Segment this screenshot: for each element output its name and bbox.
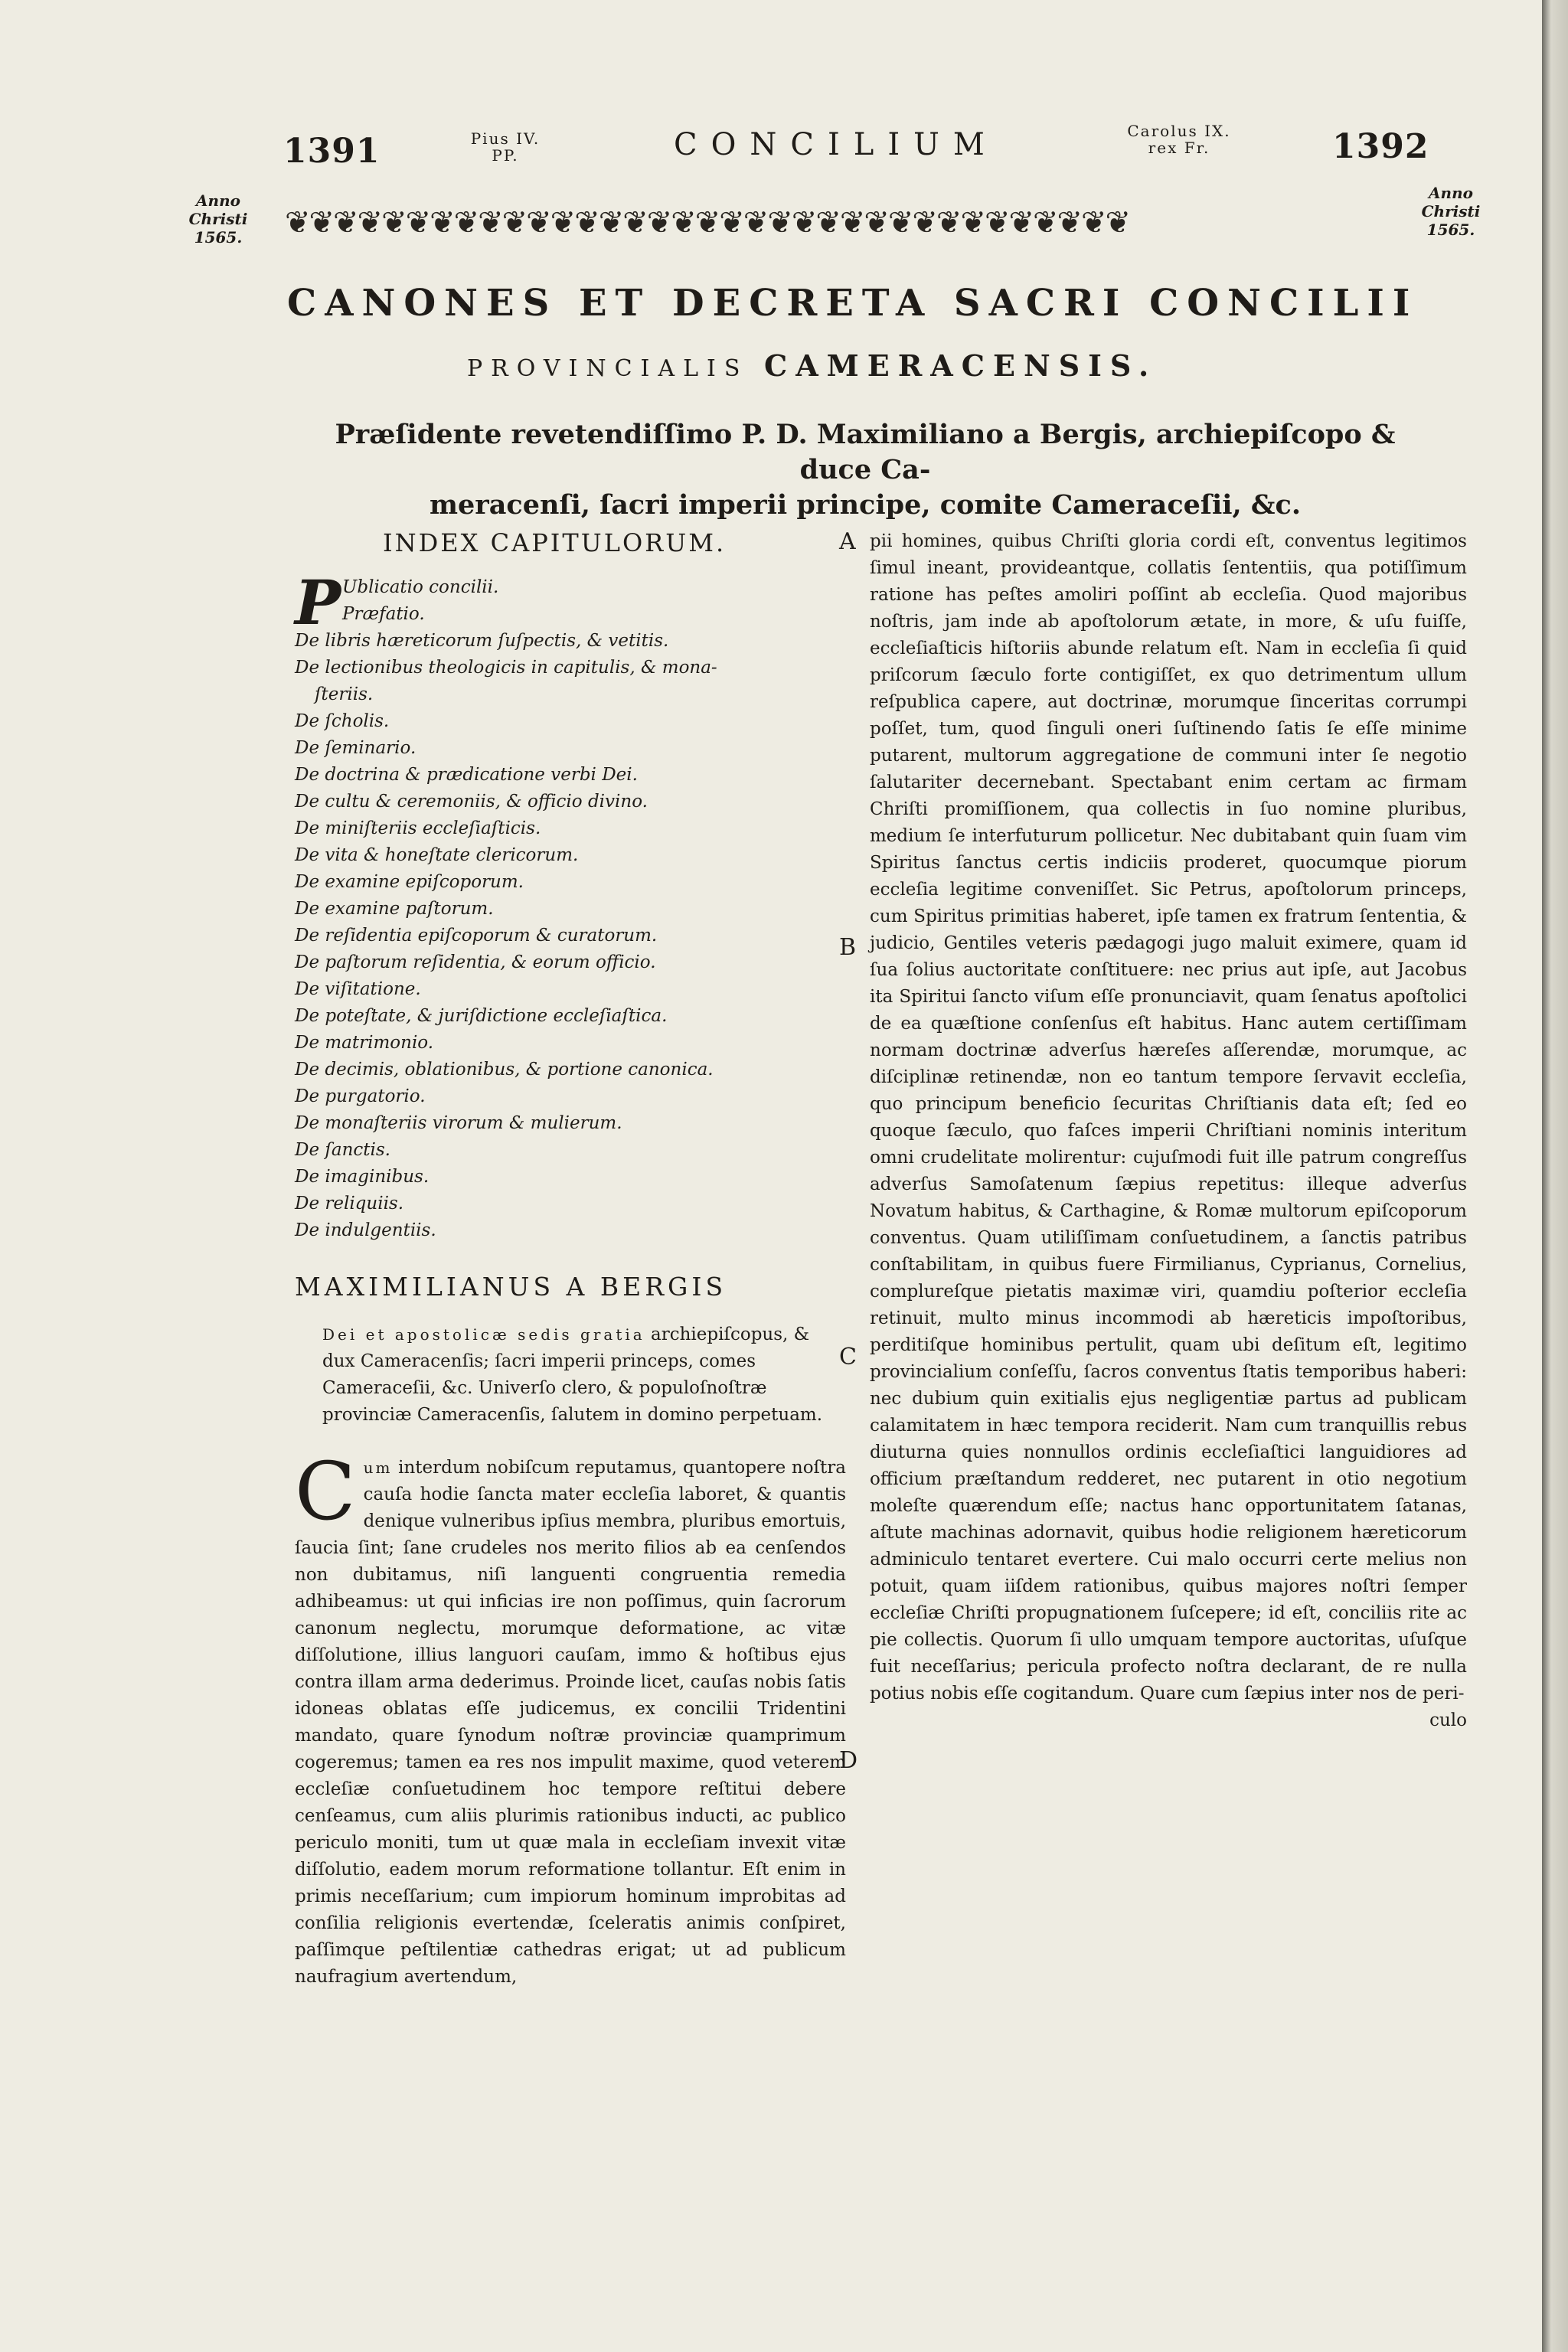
king-line2: rex Fr. — [1148, 139, 1210, 157]
right-page-number: 1392 — [1332, 127, 1429, 166]
ornament-band: ❦❦❦❦❦❦❦❦❦❦❦❦❦❦❦❦❦❦❦❦❦❦❦❦❦❦❦❦❦❦❦❦❦❦❦ — [285, 205, 1130, 240]
anno-left — [176, 191, 260, 247]
left-page-number: 1391 — [283, 132, 381, 171]
index-item: De matrimonio. — [295, 1033, 434, 1053]
index-dropcap: P — [295, 567, 341, 639]
index-item: De examine paſtorum. — [295, 899, 494, 919]
margin-letter-b: B — [839, 934, 857, 961]
index-item: De doctrina & prædicatione verbi Dei. — [295, 765, 638, 785]
body-right-text: pii homines, quibus Chriſti gloria cordi eſt, conventus legitimos ſimul ineant, provideantque, collatis ſententiis, qua potiſſimum ratione has peſtes amoliri poſſint ab eccleſia. Quod majoribus noſtris, jam inde ab apoſtolorum ætate, in more, & uſu fuiſſe, eccleſiaſticis hiſtoriis abunde relatum eſt. Nam in eccleſia ſi quid priſcorum ſæculo forte contigiſſet, ex quo detrimentum ullum reſpublica capere, aut doctrinæ, morumque ſinceritas corrumpi poſſet, tum, quod ſinguli oneri ſuſtinendo ſatis ſe eſſe minime putarent, multorum aggregatione de communi inter ſe negotio ſalutariter decernebant. Spectabant enim certam ac firmam Chriſti promiſſionem, qua collectis in ſuo nomine pluribus, medium ſe interfuturum pollicetur. Nec dubitabant quin ſuam vim Spiritus ſanctus certis indiciis proderet, quocumque piorum eccleſia legitime conveniſſet. Sic Petrus, apoſtolorum princeps, cum Spiritus primitias haberet, ipſe tamen ex fratrum ſententia, & judicio, Gentiles veteris pædagogi jugo maluit eximere, quam id ſua ſolius auctoritate conſtituere: nec prius aut ipſe, aut Jacobus ita Spiritui ſancto viſum eſſe pronunciavit, quam ſenatus apoſtolici de ea quæſtione conſenſus eſt habitus. Hanc autem certiſſimam normam doctrinæ adverſus hæreſes aſſerendæ, morumque, ac diſciplinæ retinendæ, non eo tantum tempore ſervavit eccleſia, quo principum beneficio ſecuritas Chriſtianis data eſt; ſed eo quoque ſæculo, quo faſces imperii Chriſtiani nominis interitum omni crudelitate molirentur: cujuſmodi fuit ille patrum congreſſus adverſus Samoſatenum ſæpius repetitus: illeque adverſus Novatum habitus, & Carthagine, & Romæ multorum epiſcoporum conventus. Quam utiliſſimam conſuetudinem, a ſanctis patribus conſtabilitam, in quibus fuere Firmilianus, Cyprianus, Cornelius, complureſque pietatis maximæ viri, quamdiu poſterior eccleſia retinuit, multo minus incommodi ab hæreticis impoſtoribus, perditiſque hominibus pertulit, quam ubi deſitum eſt, legitimo provincialium conſeſſu, ſacros conventus ſtatis temporibus haberi: nec dubium quin exitialis ejus negligentiæ partus ad publicam calamitatem in hæc tempora reciderit. Nam cum tranquillis rebus diuturna quies nonnullos ordinis eccleſiaſtici languidiores ad officium præſtandum redderet, nec putarent in otio negotium moleſte quærendum eſſe; nactus hanc opportunitatem ſatanas, aſtute machinas adornavit, quibus hodie religionem hæreticorum adminiculo tentaret evertere. Cui malo occurri certe melius non potuit, quam iiſdem rationibus, quibus majores noſtri ſemper eccleſiæ Chriſti propugnationem ſuſcepere; id eſt, conciliis rite ac pie collectis. Quorum ſi ullo umquam tempore auctoritas, uſuſque fuit neceſſarius; pericula profecto noſtra declarant, de re nulla potius nobis eſſe cogitandum. Quare cum ſæpius inter nos de peri- — [870, 531, 1467, 1704]
index-item: De indulgentiis. — [295, 1220, 436, 1240]
presiding-line-1: Præſidente revetendiſſimo P. D. Maximiliano a Bergis, archiepiſcopo & duce Ca- — [335, 419, 1396, 485]
king-line1: Carolus IX. — [1127, 122, 1231, 140]
index-item: De ſeminario. — [295, 738, 416, 758]
index-item: De imaginibus. — [295, 1167, 430, 1187]
anno-right-christi: Christi — [1421, 202, 1481, 220]
sub-title-small: PROVINCIALIS — [467, 355, 749, 382]
index-item: De vita & honeſtate clericorum. — [295, 845, 579, 865]
sub-title — [467, 348, 1157, 383]
index-item: De cultu & ceremoniis, & officio divino. — [295, 792, 648, 812]
index-item: ſteriis. — [315, 684, 374, 704]
index-item: De lectionibus theologicis in capitulis, & mona- — [295, 658, 717, 678]
index-item: De poteſtate, & juriſdictione eccleſiaſtica. — [295, 1006, 668, 1026]
sub-title-big: CAMERACENSIS. — [763, 348, 1158, 383]
anno-right-year: 1565. — [1426, 220, 1475, 239]
index-item: De viſitatione. — [295, 979, 421, 999]
index-item: De reſidentia epiſcoporum & curatorum. — [295, 926, 658, 946]
index-item: Ublicatio concilii. — [342, 577, 499, 597]
index-item: De ſcholis. — [295, 711, 390, 731]
page-gutter — [1542, 0, 1568, 2352]
pope-line2: PP. — [492, 146, 519, 165]
presiding-line-2: meracenſi, ſacri imperii principe, comite Cameraceſii, &c. — [429, 489, 1302, 521]
index-item: De examine epiſcoporum. — [295, 872, 524, 892]
index-item: De reliquiis. — [295, 1194, 404, 1214]
index-items — [295, 567, 846, 1244]
salutation-smallcaps: Dei et apostolicæ sedis gratia — [322, 1325, 645, 1344]
presiding-line — [306, 417, 1424, 523]
salutation-text — [322, 1321, 846, 1429]
index-item: De purgatorio. — [295, 1086, 426, 1106]
catchword: culo — [1429, 1710, 1467, 1730]
margin-letter-a: A — [839, 528, 856, 555]
index-item: De miniſteriis eccleſiaſticis. — [295, 818, 541, 838]
salutation-heading: MAXIMILIANUS A BERGIS — [295, 1272, 727, 1302]
anno-right-word: Anno — [1429, 184, 1473, 202]
anno-left-christi: Christi — [188, 210, 248, 228]
index-item: De monaſteriis virorum & mulierum. — [295, 1113, 622, 1133]
index-item: De decimis, oblationibus, & portione canonica. — [295, 1060, 714, 1080]
index-item: De ſanctis. — [295, 1140, 390, 1160]
right-column — [870, 528, 1467, 1734]
pope-line1: Pius IV. — [470, 129, 541, 148]
anno-left-word: Anno — [196, 191, 240, 210]
margin-letter-d: D — [839, 1747, 858, 1774]
index-heading: INDEX CAPITULORUM. — [383, 528, 727, 557]
main-title: CANONES ET DECRETA SACRI CONCILII — [287, 282, 1419, 325]
index-item: Præfatio. — [342, 604, 425, 624]
margin-letter-c: C — [839, 1344, 857, 1370]
body-dropcap: C — [295, 1445, 356, 1538]
index-item: De libris hæreticorum ſuſpectis, & vetitis. — [295, 631, 669, 651]
body-left-text: interdum nobiſcum reputamus, quantopere noſtra cauſa hodie ſancta mater eccleſia laboret, & quantis denique vulneribus ipſius membra, pluribus emortuis, ſaucia ſint; ſane crudeles nos merito filios ab ea cenſendos non dubitamus, niſi languenti congruentia remedia adhibeamus: ut qui inficias ire non poſſimus, quin ſacrorum canonum neglectu, morumque deformatione, ac vitæ diſſolutione, illius languori cauſam, immo & hoſtibus ejus contra illam arma dederimus. Proinde licet, cauſas nobis ſatis idoneas oblatas eſſe judicemus, ex concilii Tridentini mandato, quare ſynodum noſtræ provinciæ quamprimum cogeremus; tamen ea res nos impulit maxime, quod veterem eccleſiæ conſuetudinem hoc tempore reſtitui debere cenſeamus, cum aliis plurimis rationibus inducti, ac publico periculo moniti, tum ut quæ mala in eccleſiam invexit vitæ diſſolutio, eadem morum reformatione tollantur. Eſt enim in primis neceſſarium; cum impiorum hominum improbitas ad conſilia religionis evertendæ, ſceleratis animis conſpiret, paſſimque peſtilentiæ cathedras erigat; ut ad publicum naufragium avertendum, — [295, 1458, 846, 1987]
index-item: De paſtorum reſidentia, & eorum officio. — [295, 952, 656, 972]
king-label — [1102, 122, 1256, 156]
left-column — [295, 528, 846, 1991]
index-list — [295, 567, 846, 1244]
pope-label — [459, 130, 551, 164]
salutation-body: archiepiſcopus, & dux Cameracenſis; ſacri imperii princeps, comes Cameraceſii, &c. Univerſo clero, & populoſnoſtræ provinciæ Cameracenſis, ſalutem in domino perpetuam. — [322, 1325, 823, 1425]
anno-left-year: 1565. — [194, 228, 243, 247]
body-left — [295, 1445, 846, 1991]
body-smallcaps: um — [363, 1459, 393, 1477]
anno-right — [1409, 184, 1493, 239]
running-title: CONCILIUM — [674, 127, 998, 162]
